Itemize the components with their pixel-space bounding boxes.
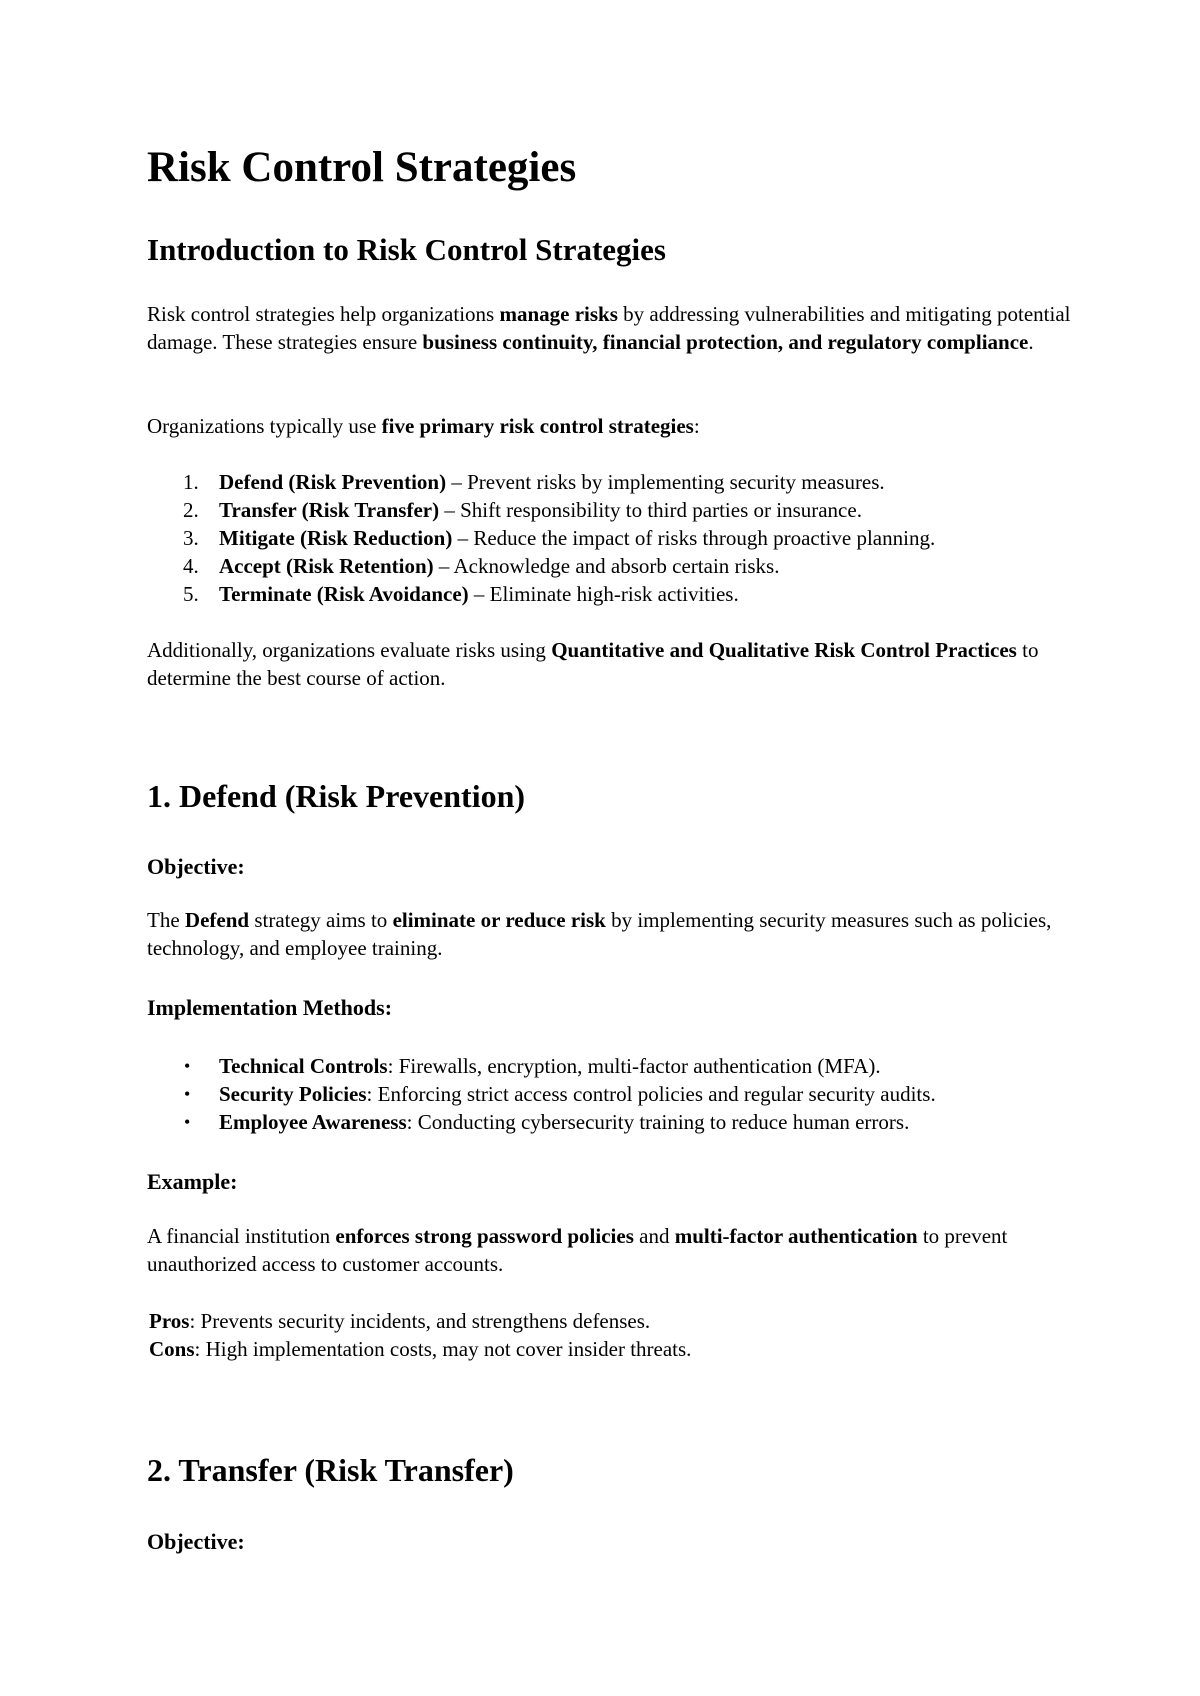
text-run: strategy aims to xyxy=(249,908,393,932)
text-run: to determine the best course of action. xyxy=(147,638,1039,690)
text-run: Risk control strategies help organizations xyxy=(147,302,500,326)
list-item xyxy=(147,468,1077,496)
defend-example-paragraph xyxy=(147,1222,1077,1278)
list-item xyxy=(147,1052,1077,1080)
text-run: : Firewalls, encryption, multi-factor authentication (MFA). xyxy=(387,1054,881,1078)
pros-label: Pros xyxy=(149,1309,190,1333)
text-run: – Eliminate high-risk activities. xyxy=(468,582,739,606)
strategies-list xyxy=(147,468,1077,608)
bold-run: Accept (Risk Retention) xyxy=(219,554,434,578)
bold-run: multi-factor authentication xyxy=(674,1224,918,1248)
bold-run: Technical Controls xyxy=(219,1054,388,1078)
text-run: – Reduce the impact of risks through proactive planning. xyxy=(452,526,936,550)
text-run: : Enforcing strict access control policies and regular security audits. xyxy=(366,1082,936,1106)
defend-objective-paragraph xyxy=(147,906,1077,962)
text-run: : High implementation costs, may not cover insider threats. xyxy=(194,1337,692,1361)
defend-objective-heading: Objective: xyxy=(147,854,245,879)
bullet-icon: • xyxy=(184,1056,191,1076)
list-item xyxy=(147,496,1077,524)
bullet-icon: • xyxy=(184,1112,191,1132)
bold-run: five primary risk control strategies xyxy=(381,414,694,438)
list-number: 1. xyxy=(183,470,199,494)
bullet-icon: • xyxy=(184,1084,191,1104)
intro-paragraph-practices xyxy=(147,636,1077,692)
intro-paragraph xyxy=(147,300,1077,356)
bold-run: manage risks xyxy=(499,302,618,326)
text-run: . xyxy=(1028,330,1034,354)
intro-heading: Introduction to Risk Control Strategies xyxy=(147,232,666,267)
bold-run: eliminate or reduce risk xyxy=(392,908,606,932)
transfer-heading: 2. Transfer (Risk Transfer) xyxy=(147,1452,514,1488)
list-item xyxy=(147,580,1077,608)
text-run: by implementing security measures such as policies, technology, and employee training. xyxy=(147,908,1052,960)
bold-run: Mitigate (Risk Reduction) xyxy=(219,526,453,550)
text-run: – Prevent risks by implementing security measures. xyxy=(446,470,885,494)
text-run: and xyxy=(633,1224,675,1248)
list-item xyxy=(147,524,1077,552)
text-run: – Acknowledge and absorb certain risks. xyxy=(433,554,780,578)
text-run: The xyxy=(147,908,185,932)
list-number: 2. xyxy=(183,498,199,522)
defend-methods-heading: Implementation Methods: xyxy=(147,995,393,1020)
text-run: by addressing vulnerabilities and mitigating potential damage. These strategies ensure xyxy=(147,302,1071,354)
text-run: Organizations typically use xyxy=(147,414,382,438)
page-title: Risk Control Strategies xyxy=(147,144,577,191)
list-number: 4. xyxy=(183,554,199,578)
list-number: 5. xyxy=(183,582,199,606)
bold-run: Transfer (Risk Transfer) xyxy=(219,498,440,522)
text-run: : xyxy=(693,414,700,438)
defend-heading: 1. Defend (Risk Prevention) xyxy=(147,778,526,814)
defend-methods-list xyxy=(147,1052,1077,1136)
text-run: : Prevents security incidents, and strengthens defenses. xyxy=(189,1309,651,1333)
defend-pros xyxy=(147,1307,1079,1335)
text-run: – Shift responsibility to third parties or insurance. xyxy=(439,498,862,522)
list-item xyxy=(147,1108,1077,1136)
bold-run: Defend xyxy=(184,908,250,932)
bold-run: enforces strong password policies xyxy=(335,1224,634,1248)
list-number: 3. xyxy=(183,526,199,550)
list-item xyxy=(147,552,1077,580)
bold-run: Quantitative and Qualitative Risk Control Practices xyxy=(551,638,1017,662)
defend-cons xyxy=(147,1335,1079,1363)
text-run: : Conducting cybersecurity training to reduce human errors. xyxy=(406,1110,910,1134)
defend-example-heading: Example: xyxy=(147,1169,238,1194)
text-run: Additionally, organizations evaluate risks using xyxy=(147,638,552,662)
bold-run: Defend (Risk Prevention) xyxy=(219,470,447,494)
intro-paragraph-strategies xyxy=(147,412,1077,440)
text-run: A financial institution xyxy=(147,1224,336,1248)
bold-run: Security Policies xyxy=(219,1082,367,1106)
transfer-objective-heading: Objective: xyxy=(147,1529,245,1554)
list-item xyxy=(147,1080,1077,1108)
bold-run: Employee Awareness xyxy=(219,1110,407,1134)
bold-run: Terminate (Risk Avoidance) xyxy=(219,582,469,606)
bold-run: business continuity, financial protection, and regulatory compliance xyxy=(422,330,1029,354)
cons-label: Cons xyxy=(149,1337,195,1361)
text-run: to prevent unauthorized access to customer accounts. xyxy=(147,1224,1008,1276)
